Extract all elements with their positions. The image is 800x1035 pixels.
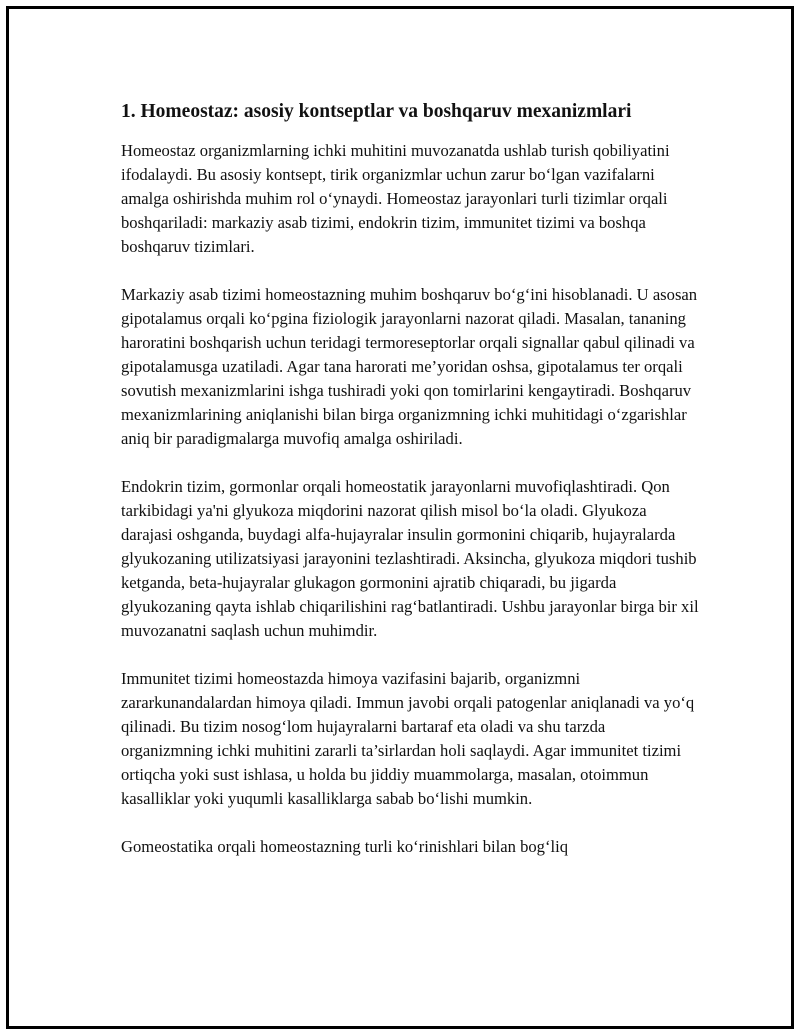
section-heading: 1. Homeostaz: asosiy kontseptlar va boshqaruv mexanizmlari [121,101,632,122]
page-frame [6,6,794,1029]
paragraph-immune-system: Immunitet tizimi homeostazda himoya vazifasini bajarib, organizmni zararkunandalardan himoya qiladi. Immun javobi orqali patogenlar aniqlanadi va yo‘q qilinadi. Bu tizim nosog‘lom hujayralarni bartaraf eta oladi va shu tarzda organizmning ichki muhitini zararli ta’sirlardan holi saqlaydi. Agar immunitet tizimi ortiqcha yoki sust ishlasa, u holda bu jiddiy muammolarga, masalan, otoimmun kasalliklar yoki yuqumli kasalliklarga sabab bo‘lishi mumkin. [121,669,695,808]
paragraph-homeostasis-intro: Homeostaz organizmlarning ichki muhitini muvozanatda ushlab turish qobiliyatini ifodalaydi. Bu asosiy kontsept, tirik organizmlar uchun zarur bo‘lgan vazifalarni amalga oshirishda muhim rol o‘ynaydi. Homeostaz jarayonlari turli tizimlar orqali boshqariladi: markaziy asab tizimi, endokrin tizim, immunitet tizimi va boshqa boshqaruv tizimlari. [121,141,670,256]
paragraph-endocrine-system: Endokrin tizim, gormonlar orqali homeostatik jarayonlarni muvofiqlashtiradi. Qon tarkibidagi ya'ni glyukoza miqdorini nazorat qilish misol bo‘la oladi. Glyukoza darajasi oshganda, buydagi alfa-hujayralar insulin gormonini chiqarib, hujayralarda glyukozaning utilizatsiyasi jarayonini tezlashtiradi. Aksincha, glyukoza miqdori tushib ketganda, beta-hujayralar glukagon gormonini ajratib chiqaradi, bu jigarda glyukozaning qayta ishlab chiqarilishini rag‘batlantiradi. Ushbu jarayonlar birga bir xil muvozanatni saqlash uchun muhimdir. [121,477,699,640]
document-body [121,99,701,883]
paragraph-gomeostatika: Gomeostatika orqali homeostazning turli ko‘rinishlari bilan bog‘liq [121,837,569,856]
paragraph-nervous-system: Markaziy asab tizimi homeostazning muhim boshqaruv bo‘g‘ini hisoblanadi. U asosan gipotalamus orqali ko‘pgina fiziologik jarayonlarni nazorat qiladi. Masalan, tananing haroratini boshqarish uchun teridagi termoreseptorlar orqali signallar qabul qilinadi va gipotalamusga uzatiladi. Agar tana harorati me’yoridan oshsa, gipotalamus ter orqali sovutish mexanizmlarini ishga tushiradi yoki qon tomirlarini kengaytiradi. Boshqaruv mexanizmlarining aniqlanishi bilan birga organizmning ichki muhitidagi o‘zgarishlar aniq bir paradigmalarga muvofiq amalga oshiriladi. [121,285,698,448]
